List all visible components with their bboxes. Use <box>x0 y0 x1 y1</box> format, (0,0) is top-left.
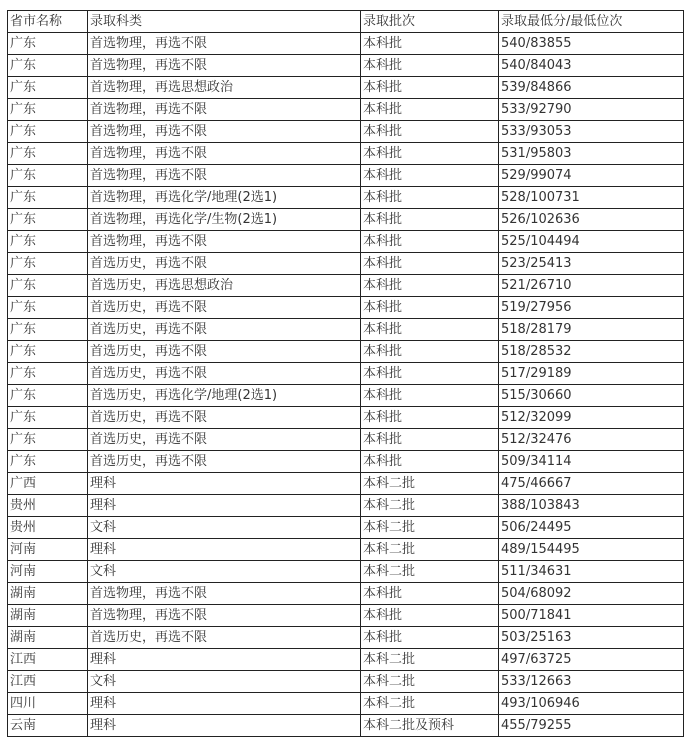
cell-subject-category: 首选物理，再选不限 <box>88 231 361 253</box>
cell-min-score-rank: 519/27956 <box>499 297 684 319</box>
cell-province: 贵州 <box>8 495 88 517</box>
cell-subject-category: 理科 <box>88 693 361 715</box>
cell-province: 广东 <box>8 451 88 473</box>
cell-province: 广东 <box>8 429 88 451</box>
cell-min-score-rank: 506/24495 <box>499 517 684 539</box>
cell-subject-category: 文科 <box>88 561 361 583</box>
cell-subject-category: 首选物理，再选思想政治 <box>88 77 361 99</box>
admission-score-table <box>7 10 684 737</box>
cell-min-score-rank: 512/32099 <box>499 407 684 429</box>
cell-admission-batch: 本科批 <box>361 583 499 605</box>
cell-province: 广东 <box>8 297 88 319</box>
cell-min-score-rank: 533/93053 <box>499 121 684 143</box>
cell-province: 贵州 <box>8 517 88 539</box>
cell-admission-batch: 本科批 <box>361 121 499 143</box>
cell-subject-category: 文科 <box>88 671 361 693</box>
cell-subject-category: 首选物理，再选不限 <box>88 33 361 55</box>
cell-province: 广东 <box>8 121 88 143</box>
cell-province: 广东 <box>8 165 88 187</box>
table-row <box>8 121 684 143</box>
cell-subject-category: 首选历史，再选化学/地理(2选1) <box>88 385 361 407</box>
cell-min-score-rank: 511/34631 <box>499 561 684 583</box>
cell-min-score-rank: 523/25413 <box>499 253 684 275</box>
cell-min-score-rank: 489/154495 <box>499 539 684 561</box>
cell-min-score-rank: 540/83855 <box>499 33 684 55</box>
table-row <box>8 363 684 385</box>
cell-min-score-rank: 525/104494 <box>499 231 684 253</box>
cell-subject-category: 首选历史，再选不限 <box>88 451 361 473</box>
cell-subject-category: 首选物理，再选不限 <box>88 55 361 77</box>
cell-admission-batch: 本科二批 <box>361 495 499 517</box>
cell-subject-category: 首选物理，再选不限 <box>88 583 361 605</box>
table-row <box>8 275 684 297</box>
table-row <box>8 187 684 209</box>
cell-admission-batch: 本科批 <box>361 627 499 649</box>
cell-province: 湖南 <box>8 627 88 649</box>
cell-subject-category: 首选物理，再选不限 <box>88 165 361 187</box>
table-row <box>8 341 684 363</box>
cell-subject-category: 首选历史，再选思想政治 <box>88 275 361 297</box>
cell-province: 广东 <box>8 253 88 275</box>
cell-subject-category: 文科 <box>88 517 361 539</box>
cell-admission-batch: 本科二批 <box>361 539 499 561</box>
cell-min-score-rank: 509/34114 <box>499 451 684 473</box>
cell-subject-category: 首选历史，再选不限 <box>88 363 361 385</box>
cell-subject-category: 首选历史，再选不限 <box>88 297 361 319</box>
cell-province: 广东 <box>8 55 88 77</box>
cell-admission-batch: 本科批 <box>361 99 499 121</box>
cell-min-score-rank: 518/28179 <box>499 319 684 341</box>
cell-admission-batch: 本科批 <box>361 187 499 209</box>
cell-admission-batch: 本科批 <box>361 253 499 275</box>
header-province: 省市名称 <box>8 11 88 33</box>
cell-province: 四川 <box>8 693 88 715</box>
cell-province: 河南 <box>8 539 88 561</box>
table-row <box>8 231 684 253</box>
cell-province: 广东 <box>8 363 88 385</box>
cell-province: 广东 <box>8 231 88 253</box>
cell-subject-category: 理科 <box>88 539 361 561</box>
cell-province: 广东 <box>8 143 88 165</box>
cell-admission-batch: 本科二批 <box>361 693 499 715</box>
cell-province: 广东 <box>8 275 88 297</box>
cell-subject-category: 首选历史，再选不限 <box>88 319 361 341</box>
cell-min-score-rank: 517/29189 <box>499 363 684 385</box>
cell-admission-batch: 本科二批 <box>361 517 499 539</box>
cell-admission-batch: 本科批 <box>361 319 499 341</box>
cell-admission-batch: 本科批 <box>361 451 499 473</box>
table-row <box>8 99 684 121</box>
cell-min-score-rank: 540/84043 <box>499 55 684 77</box>
cell-admission-batch: 本科二批 <box>361 561 499 583</box>
table-row <box>8 209 684 231</box>
cell-min-score-rank: 521/26710 <box>499 275 684 297</box>
cell-province: 广东 <box>8 385 88 407</box>
table-row <box>8 605 684 627</box>
cell-subject-category: 首选物理，再选化学/地理(2选1) <box>88 187 361 209</box>
table-row <box>8 319 684 341</box>
cell-subject-category: 首选历史，再选不限 <box>88 407 361 429</box>
cell-admission-batch: 本科批 <box>361 341 499 363</box>
table-row <box>8 385 684 407</box>
table-row <box>8 55 684 77</box>
cell-admission-batch: 本科批 <box>361 407 499 429</box>
cell-min-score-rank: 500/71841 <box>499 605 684 627</box>
cell-min-score-rank: 539/84866 <box>499 77 684 99</box>
cell-province: 广东 <box>8 319 88 341</box>
cell-province: 云南 <box>8 715 88 737</box>
cell-min-score-rank: 529/99074 <box>499 165 684 187</box>
cell-province: 广东 <box>8 341 88 363</box>
table-row <box>8 473 684 495</box>
table-row <box>8 671 684 693</box>
cell-admission-batch: 本科批 <box>361 143 499 165</box>
cell-province: 广东 <box>8 77 88 99</box>
cell-min-score-rank: 512/32476 <box>499 429 684 451</box>
cell-subject-category: 首选物理，再选化学/生物(2选1) <box>88 209 361 231</box>
cell-province: 广西 <box>8 473 88 495</box>
table-row <box>8 165 684 187</box>
cell-subject-category: 理科 <box>88 495 361 517</box>
table-row <box>8 297 684 319</box>
table-row <box>8 517 684 539</box>
header-min-score-rank: 录取最低分/最低位次 <box>499 11 684 33</box>
cell-min-score-rank: 388/103843 <box>499 495 684 517</box>
table-row <box>8 693 684 715</box>
cell-admission-batch: 本科批 <box>361 209 499 231</box>
cell-min-score-rank: 533/12663 <box>499 671 684 693</box>
cell-min-score-rank: 518/28532 <box>499 341 684 363</box>
cell-province: 广东 <box>8 99 88 121</box>
table-row <box>8 407 684 429</box>
cell-subject-category: 首选物理，再选不限 <box>88 605 361 627</box>
cell-admission-batch: 本科批 <box>361 231 499 253</box>
cell-min-score-rank: 533/92790 <box>499 99 684 121</box>
cell-min-score-rank: 528/100731 <box>499 187 684 209</box>
cell-min-score-rank: 455/79255 <box>499 715 684 737</box>
table-row <box>8 649 684 671</box>
admission-table-container <box>7 10 683 737</box>
cell-admission-batch: 本科二批 <box>361 671 499 693</box>
cell-province: 湖南 <box>8 605 88 627</box>
cell-admission-batch: 本科二批及预科 <box>361 715 499 737</box>
cell-subject-category: 理科 <box>88 649 361 671</box>
cell-admission-batch: 本科二批 <box>361 649 499 671</box>
table-row <box>8 143 684 165</box>
table-row <box>8 495 684 517</box>
header-subject-category: 录取科类 <box>88 11 361 33</box>
cell-subject-category: 首选历史，再选不限 <box>88 627 361 649</box>
table-row <box>8 429 684 451</box>
cell-province: 江西 <box>8 649 88 671</box>
cell-min-score-rank: 504/68092 <box>499 583 684 605</box>
cell-min-score-rank: 531/95803 <box>499 143 684 165</box>
table-row <box>8 561 684 583</box>
cell-admission-batch: 本科批 <box>361 33 499 55</box>
cell-subject-category: 首选物理，再选不限 <box>88 121 361 143</box>
header-admission-batch: 录取批次 <box>361 11 499 33</box>
cell-min-score-rank: 526/102636 <box>499 209 684 231</box>
cell-province: 广东 <box>8 407 88 429</box>
cell-subject-category: 首选物理，再选不限 <box>88 143 361 165</box>
cell-min-score-rank: 503/25163 <box>499 627 684 649</box>
cell-admission-batch: 本科批 <box>361 605 499 627</box>
table-row <box>8 253 684 275</box>
cell-admission-batch: 本科批 <box>361 77 499 99</box>
cell-province: 湖南 <box>8 583 88 605</box>
cell-admission-batch: 本科批 <box>361 275 499 297</box>
cell-province: 广东 <box>8 187 88 209</box>
cell-min-score-rank: 493/106946 <box>499 693 684 715</box>
table-row <box>8 583 684 605</box>
table-row <box>8 77 684 99</box>
cell-min-score-rank: 497/63725 <box>499 649 684 671</box>
cell-admission-batch: 本科二批 <box>361 473 499 495</box>
cell-admission-batch: 本科批 <box>361 385 499 407</box>
cell-subject-category: 首选历史，再选不限 <box>88 253 361 275</box>
cell-subject-category: 理科 <box>88 715 361 737</box>
cell-province: 河南 <box>8 561 88 583</box>
cell-subject-category: 首选历史，再选不限 <box>88 341 361 363</box>
cell-subject-category: 首选物理，再选不限 <box>88 99 361 121</box>
cell-admission-batch: 本科批 <box>361 55 499 77</box>
table-header-row <box>8 11 684 33</box>
cell-province: 广东 <box>8 209 88 231</box>
table-row <box>8 715 684 737</box>
table-row <box>8 539 684 561</box>
table-row <box>8 627 684 649</box>
cell-admission-batch: 本科批 <box>361 297 499 319</box>
cell-admission-batch: 本科批 <box>361 429 499 451</box>
table-row <box>8 451 684 473</box>
cell-min-score-rank: 515/30660 <box>499 385 684 407</box>
cell-subject-category: 首选历史，再选不限 <box>88 429 361 451</box>
cell-province: 江西 <box>8 671 88 693</box>
table-body <box>8 33 684 737</box>
cell-min-score-rank: 475/46667 <box>499 473 684 495</box>
cell-subject-category: 理科 <box>88 473 361 495</box>
cell-admission-batch: 本科批 <box>361 165 499 187</box>
cell-admission-batch: 本科批 <box>361 363 499 385</box>
cell-province: 广东 <box>8 33 88 55</box>
table-row <box>8 33 684 55</box>
